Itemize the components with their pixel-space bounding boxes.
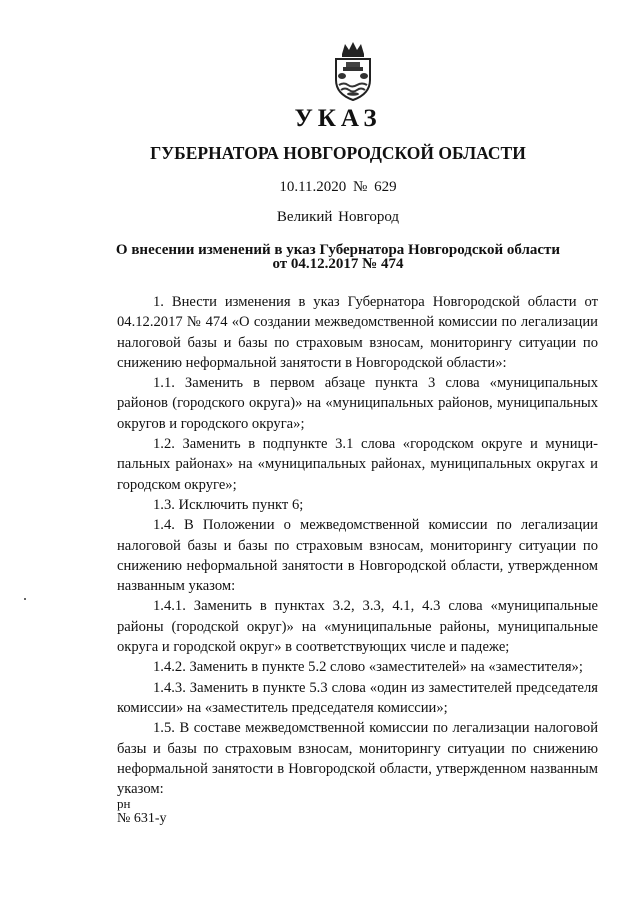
document-body (117, 292, 598, 799)
scan-speck (24, 598, 26, 600)
place-of-issue: Великий Новгород (276, 209, 400, 225)
paragraph: 1.4.1. Заменить в пунктах 3.2, 3.3, 4.1, 4.3 слова «муниципальные районы (городской округ)» на «муниципальные районы, муниципальные округа и городской округ» в соответствующих числе и падеже; (117, 598, 598, 656)
paragraph: 1.4.2. Заменить в пункте 5.2 слово «заместителей» на «заместителя»; (153, 659, 583, 676)
document-heading (0, 243, 640, 271)
footer-number: № 631-у (117, 811, 167, 826)
paragraph: 1.5. В составе межведомственной комиссии по легализации налоговой базы и базы по страховым взносам, мониторингу ситуации по снижению неформальной занятости в Новгородской области, утвержденном названным указом: (117, 720, 598, 798)
paragraph: 1. Внести изменения в указ Губернатора Новгородской области от 04.12.2017 № 474 «О создании межведомственной комиссии по легализации налоговой базы и базы по страховым взносам, мониторингу ситуации по снижению неформальной занятости в Новгородской области»: (117, 294, 598, 371)
heading-line-2: от 04.12.2017 № 474 (272, 256, 404, 272)
issuer-title: ГУБЕРНАТОРА НОВГОРОДСКОЙ ОБЛАСТИ (150, 143, 526, 163)
footer-mark: рн (117, 796, 131, 811)
paragraph: 1.4.3. Заменить в пункте 5.3 слова «один из заместителей председателя комиссии» на «заместитель председателя комиссии»; (117, 679, 598, 716)
paragraph: 1.4. В Положении о межведомственной комиссии по легализации налоговой базы и базы по страховым взносам, мониторингу ситуации по снижению неформальной занятости в Новгородской области, утвержденном названным указом: (117, 517, 598, 595)
paragraph: 1.1. Заменить в первом абзаце пункта 3 слова «муниципальных районов (городского округа)» на «муниципальных районов, муниципальных округов и городского округа»; (117, 375, 598, 432)
paragraph: 1.3. Исключить пункт 6; (153, 496, 304, 513)
document-footer (117, 796, 167, 826)
document-title: УКАЗ (294, 105, 382, 132)
heading-line-1: О внесении изменений в указ Губернатора Новгородской области (115, 242, 561, 258)
paragraph: 1.2. Заменить в подпункте 3.1 слова «городском округе и муници-пальных районах» на «муниципальных районах, муниципальных округах и городском округе»; (117, 436, 598, 493)
coat-of-arms-icon (330, 40, 376, 102)
date-and-number: 10.11.2020 № 629 (279, 179, 397, 195)
